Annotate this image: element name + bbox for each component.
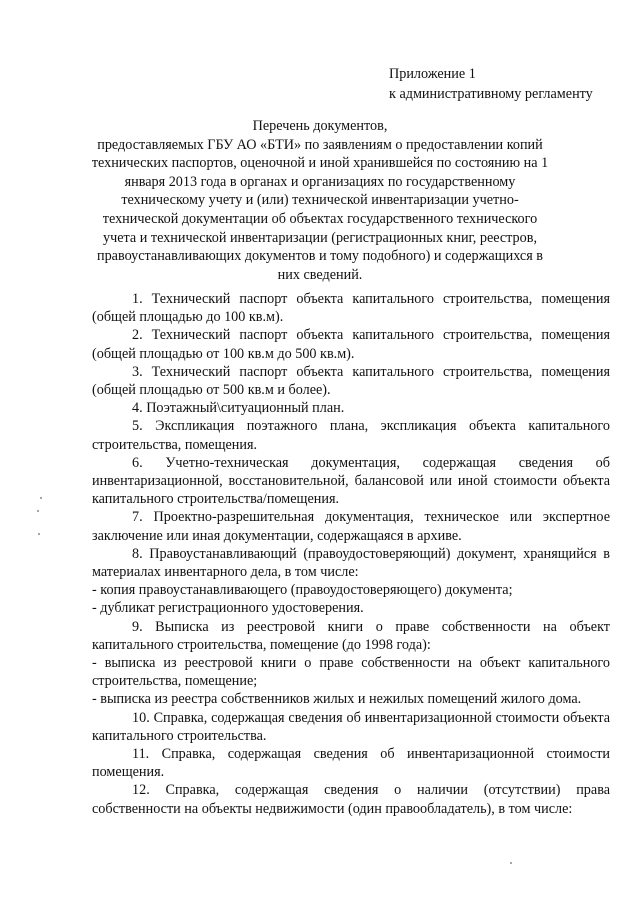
list-item-9: 9. Выписка из реестровой книги о праве собственности на объект капитального строительства, помещение (до 1998 года):: [92, 618, 610, 653]
list-item-5: 5. Экспликация поэтажного плана, экспликация объекта капитального строительства, помещения.: [92, 418, 610, 453]
scan-speck: [37, 510, 39, 512]
list-item-10: 10. Справка, содержащая сведения об инвентаризационной стоимости объекта капитального строительства.: [92, 709, 610, 744]
list-item-4: 4. Поэтажный\ситуационный план.: [132, 400, 345, 417]
list-item-3: 3. Технический паспорт объекта капитального строительства, помещения (общей площадью от 500 кв.м и более).: [92, 363, 610, 399]
list-subitem-9b: - выписка из реестра собственников жилых и нежилых помещений жилого дома.: [92, 691, 582, 708]
list-item-8: 8. Правоустанавливающий (правоудостоверяющий) документ, хранящийся в материалах инвентарного дела, в том числе:: [92, 545, 610, 581]
heading-title: Перечень документов,: [252, 118, 388, 134]
document-list: [92, 290, 610, 818]
list-item-6: 6. Учетно-техническая документация, содержащая сведения об инвентаризационной, восстановительной, балансовой или иной стоимости объекта капитального строительства/помещения.: [92, 454, 610, 508]
list-item-11: 11. Справка, содержащая сведения об инвентаризационной стоимости помещения.: [92, 746, 610, 781]
document-heading: [90, 117, 550, 284]
appendix-line-2: к административному регламенту: [389, 86, 593, 102]
list-item-12: 12. Справка, содержащая сведения о наличии (отсутствии) права собственности на объекты недвижимости (один правообладатель), в том числе:: [92, 782, 610, 817]
list-subitem-8b: - дубликат регистрационного удостоверения.: [92, 600, 364, 617]
appendix-line-1: Приложение 1: [389, 66, 476, 82]
scan-speck: [38, 533, 40, 535]
list-item-1: 1. Технический паспорт объекта капитального строительства, помещения (общей площадью до 100 кв.м).: [92, 291, 610, 326]
list-item-7: 7. Проектно-разрешительная документация, техническое или экспертное заключение или иная документации, содержащаяся в архиве.: [92, 509, 610, 544]
list-subitem-8a: - копия правоустанавливающего (правоудостоверяющего) документа;: [92, 582, 513, 599]
list-item-2: 2. Технический паспорт объекта капитального строительства, помещения (общей площадью от 100 кв.м до 500 кв.м).: [92, 327, 610, 362]
heading-subtitle: предоставляемых ГБУ АО «БТИ» по заявлениям о предоставлении копий технических паспортов, оценочной и иной хранившейся по состоянию на 1 января 2013 года в органах и организациях по государственному техническому учету и (или) технической инвентаризации учетно-технической документации об объектах государственного технического учета и технической инвентаризации (регистрационных книг, реестров, правоустанавливающих документов и тому подобного) и содержащихся в них сведений.: [91, 136, 549, 283]
list-subitem-9a: - выписка из реестровой книги о праве собственности на объект капитального строительства, помещение;: [92, 655, 610, 690]
scan-speck: [510, 862, 512, 864]
scan-speck: [40, 497, 42, 499]
appendix-note: [389, 64, 593, 104]
